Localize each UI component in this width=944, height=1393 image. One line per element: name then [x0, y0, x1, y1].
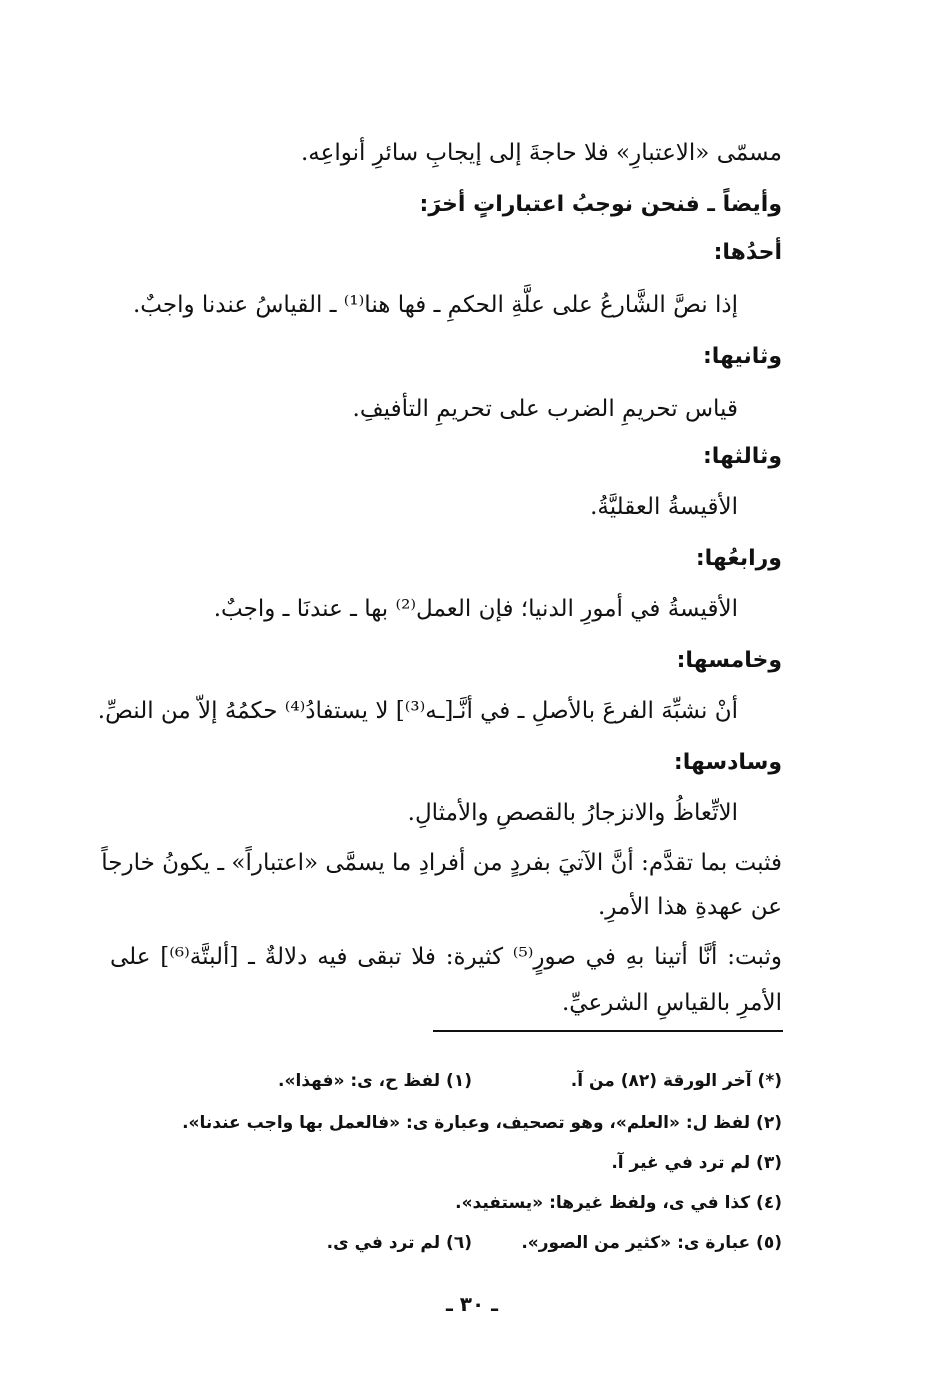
text-line-6: قياس تحريمِ الضرب على تحريمِ التأفيفِ.	[352, 396, 738, 422]
footnote-3: (٣) لم ترد في غير آ.	[611, 1153, 782, 1173]
section-heading-third: وثالثها:	[702, 444, 782, 469]
section-heading-first: أحدُها:	[713, 240, 782, 265]
text-line-8: الأقيسةُ العقليَّةُ.	[590, 494, 738, 520]
text-line-17: وثبت: أنَّا أتينا بهِ في صورٍ⁽⁵⁾ كثيرة: فلا تبقى فيه دلالةٌ ـ [ألبتَّة⁽⁶⁾] على	[110, 944, 782, 970]
footnote-5: (٥) عبارة ى: «كثير من الصور».	[521, 1233, 782, 1253]
text-line-12: أنْ نشبِّهَ الفرعَ بالأصلِ ـ في أنَّـ[ـه⁽³⁾] لا يستفادُ⁽⁴⁾ حكمُهُ إلاّ من النصِّ.	[97, 698, 738, 724]
text-line-4: إذا نصَّ الشَّارعُ على علَّةِ الحكمِ ـ فها هنا⁽¹⁾ ـ القياسُ عندنا واجبٌ.	[132, 292, 738, 318]
text-line-1: مسمّى «الاعتبارِ» فلا حاجةَ إلى إيجابِ سائرِ أنواعِه.	[300, 140, 782, 166]
page-number: ـ ٣٠ ـ	[445, 1292, 499, 1316]
text-line-10: الأقيسةُ في أمورِ الدنيا؛ فإن العمل⁽²⁾ بها ـ عندنَا ـ واجبٌ.	[213, 596, 738, 622]
footnote-1: (١) لفظ ح، ى: «فهذا».	[278, 1071, 472, 1091]
text-line-15: فثبت بما تقدَّم: أنَّ الآتيَ بفردٍ من أفرادِ ما يسمَّى «اعتباراً» ـ يكونُ خارجاً	[101, 850, 782, 876]
section-heading-fifth: وخامسها:	[676, 648, 782, 673]
section-heading-fourth: ورابعُها:	[695, 546, 782, 571]
text-line-16: عن عهدةِ هذا الأمرِ.	[597, 894, 782, 920]
section-heading-second: وثانيها:	[702, 344, 782, 369]
footnote-star: (*) آخر الورقة (٨٢) من آ.	[570, 1071, 782, 1091]
footnote-separator	[433, 1030, 783, 1032]
text-line-14: الاتِّعاظُ والانزجارُ بالقصصِ والأمثالِ.	[407, 800, 738, 826]
section-heading-sixth: وسادسها:	[673, 750, 782, 775]
footnote-6: (٦) لم ترد في ى.	[326, 1233, 472, 1253]
footnote-4: (٤) كذا في ى، ولفظ غيرها: «يستفيد».	[455, 1193, 782, 1213]
text-line-18: الأمرِ بالقياسِ الشرعيِّ.	[561, 990, 782, 1016]
footnote-2: (٢) لفظ ل: «العلم»، وهو تصحيف، وعبارة ى: «فالعمل بها واجب عندنا».	[182, 1113, 782, 1133]
text-line-2: وأيضاً ـ فنحن نوجبُ اعتباراتٍ أخرَ:	[419, 192, 782, 217]
